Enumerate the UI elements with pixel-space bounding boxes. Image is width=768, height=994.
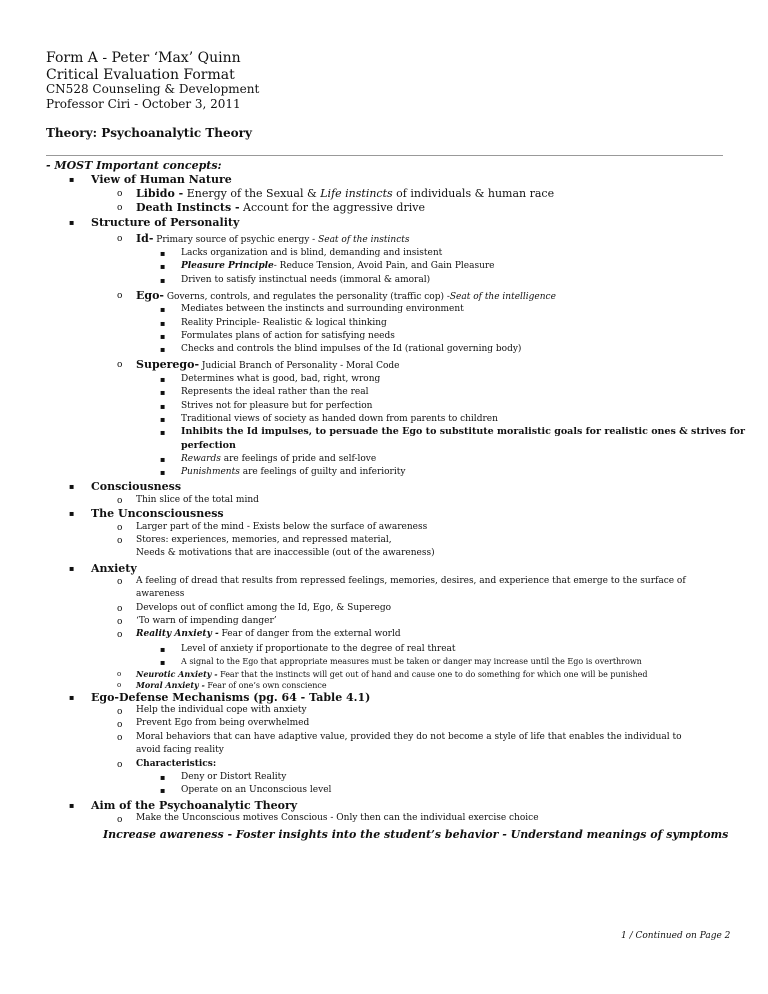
consciousness-point-1: Thin slice of the total mind: [136, 495, 259, 505]
ego-point-3: Formulates plans of action for satisfying needs: [181, 331, 395, 341]
square-bullet-icon: ▪: [160, 786, 166, 795]
square-bullet-icon: ▪: [69, 564, 75, 573]
square-bullet-icon: ▪: [69, 175, 75, 184]
circle-bullet-icon: o: [117, 577, 123, 587]
circle-bullet-icon: o: [117, 360, 123, 370]
circle-bullet-icon: o: [117, 760, 123, 770]
circle-bullet-icon: o: [117, 707, 123, 717]
unconsciousness-point-1: Larger part of the mind - Exists below the surface of awareness: [136, 522, 428, 532]
format-title: Critical Evaluation Format: [46, 67, 235, 83]
square-bullet-icon: ▪: [160, 375, 166, 384]
circle-bullet-icon: o: [117, 203, 123, 213]
circle-bullet-icon: o: [117, 681, 122, 689]
circle-bullet-icon: o: [117, 496, 123, 506]
anxiety-point-4: Reality Anxiety - Fear of danger from the external world: [136, 629, 401, 639]
anxiety-point-2: Develops out of conflict among the Id, Ego, & Superego: [136, 603, 392, 613]
circle-bullet-icon: o: [117, 720, 123, 730]
square-bullet-icon: ▪: [160, 319, 166, 328]
square-bullet-icon: ▪: [160, 276, 166, 285]
square-bullet-icon: ▪: [69, 801, 75, 810]
id-item: Id- Primary source of psychic energy - Seat of the instincts: [136, 232, 410, 245]
important-heading: - MOST Important concepts:: [46, 159, 222, 172]
circle-bullet-icon: o: [117, 234, 123, 244]
circle-bullet-icon: o: [117, 536, 123, 546]
circle-bullet-icon: o: [117, 670, 122, 678]
aim-point-1: Make the Unconscious motives Conscious - Only then can the individual exercise choice: [136, 813, 539, 823]
ego-point-2: Reality Principle- Realistic & logical thinking: [181, 318, 387, 328]
superego-point-3: Strives not for pleasure but for perfection: [181, 401, 373, 411]
circle-bullet-icon: o: [117, 630, 123, 640]
square-bullet-icon: ▪: [160, 658, 166, 667]
square-bullet-icon: ▪: [160, 388, 166, 397]
superego-point-5: Inhibits the Id impulses, to persuade the Ego to substitute moralistic goals for realistic ones & strives for: [181, 426, 746, 437]
section-ego-defense: Ego-Defense Mechanisms (pg. 64 - Table 4.1): [91, 691, 371, 704]
anxiety-point-6: Moral Anxiety - Fear of one’s own conscience: [136, 680, 327, 690]
ego-defense-point-3: Moral behaviors that can have adaptive value, provided they do not become a style of life that enables the individual to: [136, 732, 682, 742]
section-anxiety: Anxiety: [91, 562, 137, 575]
circle-bullet-icon: o: [117, 523, 123, 533]
id-point-1: Lacks organization and is blind, demanding and insistent: [181, 248, 443, 258]
ego-defense-point-4: Characteristics:: [136, 759, 217, 769]
form-title: Form A - Peter ‘Max’ Quinn: [46, 50, 241, 66]
course-line: CN528 Counseling & Development: [46, 82, 260, 96]
square-bullet-icon: ▪: [160, 468, 166, 477]
section-human-nature: View of Human Nature: [91, 173, 232, 186]
page-footer: 1 / Continued on Page 2: [621, 931, 731, 941]
anxiety-point-1-cont: awareness: [136, 589, 185, 599]
square-bullet-icon: ▪: [160, 428, 166, 437]
superego-point-5-cont: perfection: [181, 440, 236, 451]
anxiety-point-1: A feeling of dread that results from repressed feelings, memories, desires, and experience that emerge to the surface of: [136, 576, 686, 586]
ego-defense-char-2: Operate on an Unconscious level: [181, 785, 332, 795]
unconsciousness-point-2-cont: Needs & motivations that are inaccessible (out of the awareness): [136, 548, 435, 558]
section-unconsciousness: The Unconsciousness: [91, 507, 224, 520]
square-bullet-icon: ▪: [69, 218, 75, 227]
death-item: Death Instincts - Account for the aggressive drive: [136, 201, 425, 214]
superego-point-4: Traditional views of society as handed down from parents to children: [181, 414, 498, 424]
superego-point-1: Determines what is good, bad, right, wrong: [181, 374, 381, 384]
circle-bullet-icon: o: [117, 733, 123, 743]
square-bullet-icon: ▪: [69, 509, 75, 518]
anxiety-point-5: Neurotic Anxiety - Fear that the instincts will get out of hand and cause one to do something for which one will be punished: [136, 669, 648, 679]
anxiety-point-4-sub-2: A signal to the Ego that appropriate measures must be taken or danger may increase until the Ego is overthrown: [181, 657, 642, 666]
square-bullet-icon: ▪: [160, 455, 166, 464]
square-bullet-icon: ▪: [160, 345, 166, 354]
superego-point-2: Represents the ideal rather than the real: [181, 387, 369, 397]
superego-point-7: Punishments are feelings of guilty and inferiority: [181, 467, 406, 477]
id-point-3: Driven to satisfy instinctual needs (immoral & amoral): [181, 275, 431, 285]
theory-title: Theory: Psychoanalytic Theory: [46, 126, 252, 140]
square-bullet-icon: ▪: [160, 332, 166, 341]
square-bullet-icon: ▪: [69, 693, 75, 702]
section-consciousness: Consciousness: [91, 480, 182, 493]
square-bullet-icon: ▪: [160, 249, 166, 258]
ego-defense-point-3-cont: avoid facing reality: [136, 745, 224, 755]
ego-point-1: Mediates between the instincts and surrounding environment: [181, 304, 464, 314]
ego-point-4: Checks and controls the blind impulses of the Id (rational governing body): [181, 344, 522, 354]
square-bullet-icon: ▪: [160, 415, 166, 424]
square-bullet-icon: ▪: [160, 773, 166, 782]
square-bullet-icon: ▪: [69, 482, 75, 491]
ego-defense-point-1: Help the individual cope with anxiety: [136, 705, 307, 715]
anxiety-point-4-sub-1: Level of anxiety if proportionate to the degree of real threat: [181, 644, 456, 654]
circle-bullet-icon: o: [117, 617, 123, 627]
circle-bullet-icon: o: [117, 604, 123, 614]
section-aim: Aim of the Psychoanalytic Theory: [91, 799, 298, 812]
divider-rule: [46, 155, 723, 156]
superego-point-6: Rewards are feelings of pride and self-love: [181, 454, 377, 464]
square-bullet-icon: ▪: [160, 402, 166, 411]
circle-bullet-icon: o: [117, 291, 123, 301]
square-bullet-icon: ▪: [160, 645, 166, 654]
square-bullet-icon: ▪: [160, 262, 166, 271]
circle-bullet-icon: o: [117, 815, 123, 825]
section-structure: Structure of Personality: [91, 216, 240, 229]
ego-defense-point-2: Prevent Ego from being overwhelmed: [136, 718, 310, 728]
ego-defense-char-1: Deny or Distort Reality: [181, 772, 287, 782]
ego-item: Ego- Governs, controls, and regulates the personality (traffic cop) -Seat of the intelligence: [136, 289, 556, 302]
libido-item: Libido - Energy of the Sexual & Life instincts of individuals & human race: [136, 187, 555, 200]
aim-summary: Increase awareness - Foster insights into the student’s behavior - Understand meanings of symptoms: [103, 828, 729, 841]
square-bullet-icon: ▪: [160, 305, 166, 314]
unconsciousness-point-2: Stores: experiences, memories, and repressed material,: [136, 535, 392, 545]
id-point-2: Pleasure Principle- Reduce Tension, Avoid Pain, and Gain Pleasure: [181, 261, 495, 271]
professor-line: Professor Ciri - October 3, 2011: [46, 97, 241, 111]
anxiety-point-3: ‘To warn of impending danger’: [136, 616, 277, 626]
circle-bullet-icon: o: [117, 189, 123, 199]
superego-item: Superego- Judicial Branch of Personality - Moral Code: [136, 358, 400, 371]
